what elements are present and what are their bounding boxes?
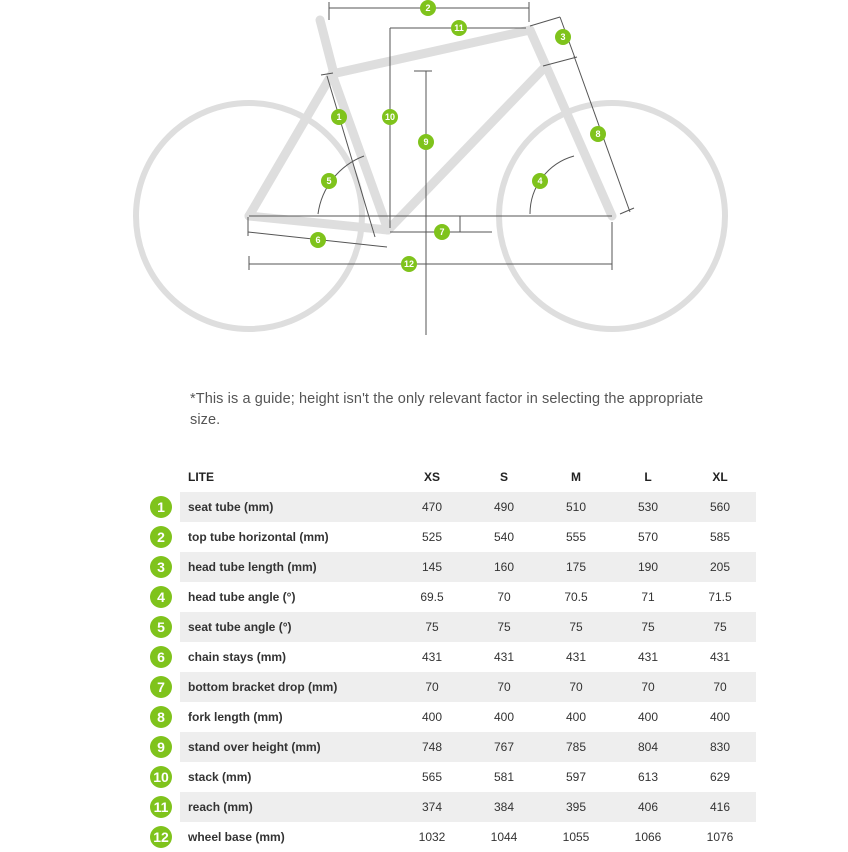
table-row: [150, 762, 756, 792]
marker-8: [590, 126, 606, 142]
size-value: 804: [612, 732, 684, 762]
size-value: 160: [468, 552, 540, 582]
table-row: [150, 702, 756, 732]
size-value: 416: [684, 792, 756, 822]
marker-label: 10: [384, 112, 396, 122]
marker-label: 12: [403, 259, 415, 269]
size-value: 1044: [490, 830, 518, 844]
size-value: 75: [468, 612, 540, 642]
size-value: 629: [709, 770, 731, 784]
size-value: 431: [493, 650, 515, 664]
size-value: 830: [684, 732, 756, 762]
size-value: 75: [612, 612, 684, 642]
row-number-badge: 2: [150, 526, 172, 548]
geometry-table: [150, 462, 756, 852]
row-label: head tube angle (°): [188, 590, 296, 604]
marker-label: 11: [454, 23, 464, 33]
size-value: 748: [396, 732, 468, 762]
row-label: fork length (mm): [188, 710, 283, 724]
row-number-badge: 10: [150, 766, 172, 788]
size-value: 400: [565, 710, 587, 724]
size-value: 205: [684, 552, 756, 582]
size-value: 75: [540, 612, 612, 642]
size-header: S: [499, 470, 508, 484]
row-label: bottom bracket drop (mm): [180, 672, 396, 702]
row-number-badge: 4: [150, 586, 172, 608]
size-value: 70: [468, 672, 540, 702]
size-value: 175: [540, 552, 612, 582]
size-value: 70: [497, 590, 511, 604]
size-value: 384: [468, 792, 540, 822]
size-value: 70.5: [564, 590, 588, 604]
marker-label: 7: [439, 227, 445, 237]
marker-label: 5: [326, 176, 332, 186]
row-number-badge: 1: [150, 496, 172, 518]
row-label: head tube length (mm): [180, 552, 396, 582]
size-value: 400: [637, 710, 659, 724]
table-row: [150, 672, 756, 702]
size-header: XS: [423, 470, 440, 484]
size-value: 581: [493, 770, 515, 784]
size-value: 597: [565, 770, 587, 784]
marker-label: 9: [423, 137, 429, 147]
marker-label: 1: [336, 112, 342, 122]
row-label: stack (mm): [188, 770, 252, 784]
bike-geometry-diagram: [0, 0, 848, 370]
size-value: 69.5: [420, 590, 444, 604]
row-number-badge: 3: [150, 556, 172, 578]
size-value: 71: [641, 590, 655, 604]
size-value: 70: [540, 672, 612, 702]
size-value: 470: [396, 492, 468, 522]
size-value: 1032: [418, 830, 446, 844]
size-header: L: [644, 470, 652, 484]
row-number-badge: 12: [150, 826, 172, 848]
marker-5: [321, 173, 337, 189]
size-value: 400: [421, 710, 443, 724]
row-number-badge: 9: [150, 736, 172, 758]
row-label: seat tube (mm): [180, 492, 396, 522]
size-value: 530: [612, 492, 684, 522]
table-row: [150, 792, 756, 822]
size-value: 431: [709, 650, 731, 664]
size-value: 374: [396, 792, 468, 822]
size-value: 585: [709, 530, 731, 544]
marker-label: 3: [560, 32, 566, 42]
row-number-badge: 6: [150, 646, 172, 668]
size-value: 145: [396, 552, 468, 582]
size-value: 406: [612, 792, 684, 822]
size-value: 190: [612, 552, 684, 582]
size-value: 400: [493, 710, 515, 724]
size-value: 70: [396, 672, 468, 702]
marker-label: 4: [537, 176, 543, 186]
row-number-badge: 8: [150, 706, 172, 728]
size-value: 395: [540, 792, 612, 822]
size-value: 70: [612, 672, 684, 702]
row-number-badge: 5: [150, 616, 172, 638]
model-name: LITE: [188, 470, 214, 484]
size-value: 1055: [562, 830, 590, 844]
sizing-note: *This is a guide; height isn't the only relevant factor in selecting the appropriate size.: [190, 391, 704, 428]
row-label: stand over height (mm): [180, 732, 396, 762]
row-label: wheel base (mm): [188, 830, 285, 844]
size-value: 75: [684, 612, 756, 642]
marker-10: [382, 109, 398, 125]
size-header: XL: [712, 470, 728, 484]
table-row: [150, 522, 756, 552]
marker-label: 8: [595, 129, 601, 139]
size-value: 1076: [706, 830, 734, 844]
size-value: 431: [637, 650, 659, 664]
size-value: 510: [540, 492, 612, 522]
table-row: [150, 552, 756, 582]
size-value: 75: [396, 612, 468, 642]
frame: [249, 20, 612, 230]
marker-1: [331, 109, 347, 125]
table-row: [150, 732, 756, 762]
row-label: chain stays (mm): [188, 650, 287, 664]
row-label: reach (mm): [180, 792, 396, 822]
row-number-badge: 11: [150, 796, 172, 818]
size-value: 400: [709, 710, 731, 724]
size-value: 565: [421, 770, 443, 784]
size-value: 431: [421, 650, 443, 664]
size-value: 71.5: [708, 590, 732, 604]
marker-7: [434, 224, 450, 240]
size-value: 1066: [634, 830, 662, 844]
marker-label: 6: [315, 235, 321, 245]
row-label: seat tube angle (°): [180, 612, 396, 642]
marker-12: [401, 256, 417, 272]
size-header: M: [571, 470, 581, 484]
size-value: 570: [637, 530, 659, 544]
size-value: 613: [637, 770, 659, 784]
table-row: [150, 612, 756, 642]
marker-11: [451, 20, 467, 36]
size-value: 70: [684, 672, 756, 702]
table-row: [150, 642, 756, 672]
table-row: [150, 582, 756, 612]
table-header-row: [150, 462, 756, 492]
size-value: 560: [684, 492, 756, 522]
row-label: top tube horizontal (mm): [188, 530, 329, 544]
row-number-badge: 7: [150, 676, 172, 698]
size-value: 540: [493, 530, 515, 544]
size-value: 785: [540, 732, 612, 762]
marker-4: [532, 173, 548, 189]
marker-9: [418, 134, 434, 150]
size-value: 490: [468, 492, 540, 522]
size-value: 525: [421, 530, 443, 544]
size-value: 767: [468, 732, 540, 762]
marker-2: [420, 0, 436, 16]
marker-3: [555, 29, 571, 45]
marker-6: [310, 232, 326, 248]
size-value: 431: [565, 650, 587, 664]
table-row: [150, 492, 756, 522]
marker-label: 2: [425, 3, 431, 13]
size-value: 555: [565, 530, 587, 544]
